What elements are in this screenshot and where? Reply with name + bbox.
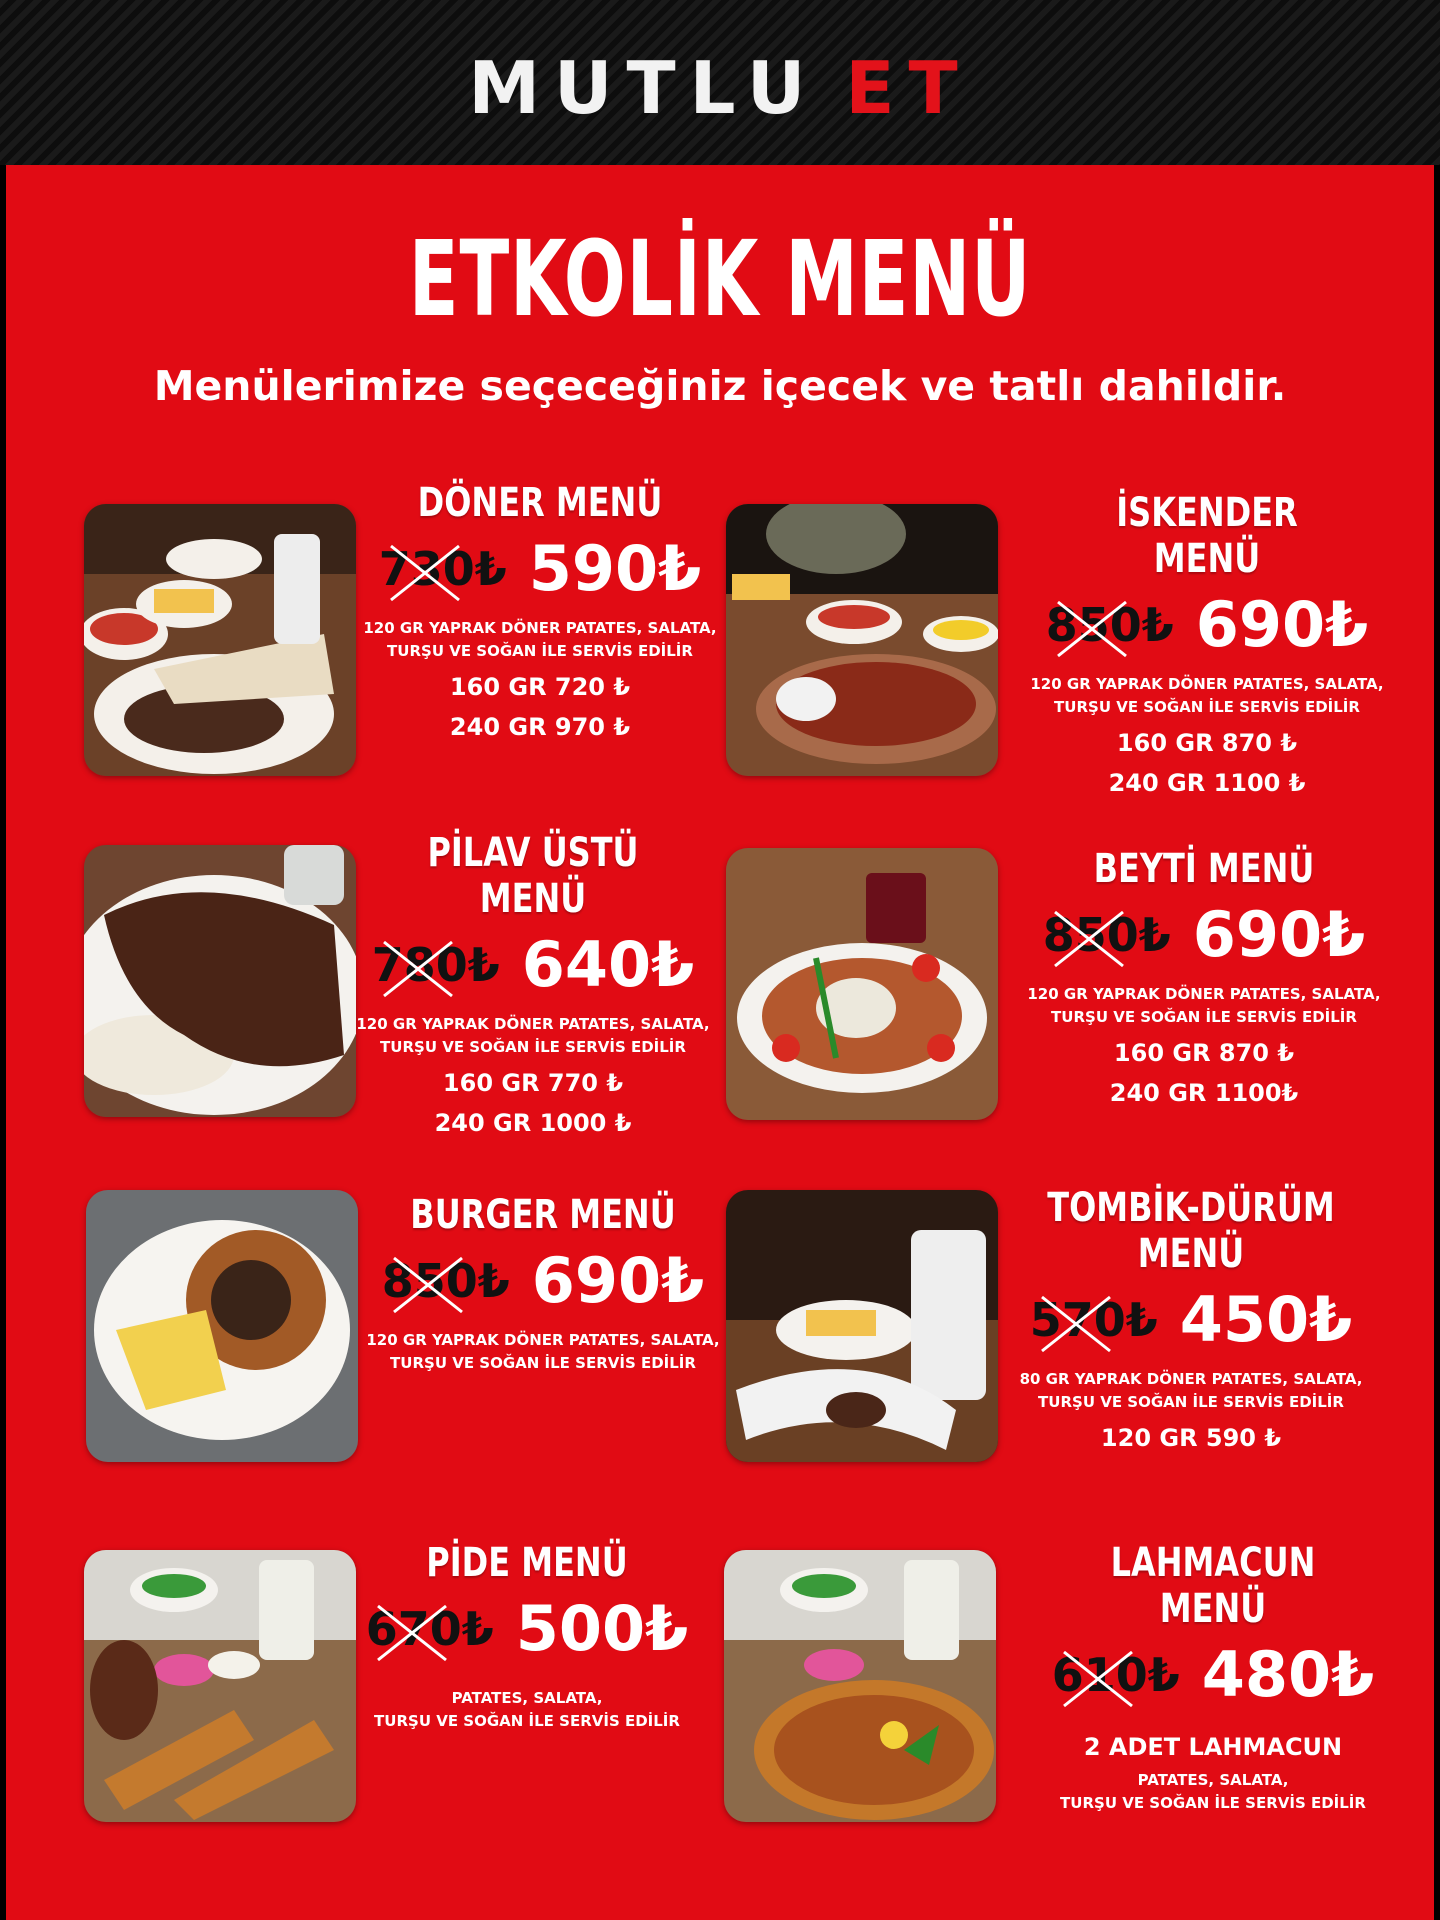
strike-icon [372,1600,452,1666]
desc-line: TURŞU VE SOĞAN İLE SERVİS EDİLİR [1038,1393,1344,1411]
menu-lead: 2 ADET LAHMACUN [1083,1733,1343,1761]
menu-desc [1011,1368,1371,1414]
desc-line: TURŞU VE SOĞAN İLE SERVİS EDİLİR [1051,1008,1357,1026]
desc-line: 120 GR YAPRAK DÖNER PATATES, SALATA, [363,619,717,637]
desc-line: 80 GR YAPRAK DÖNER PATATES, SALATA, [1019,1370,1363,1388]
menu-desc [363,1329,723,1375]
strike-icon [378,936,458,1002]
size-option: 240 GR 970 ₺ [449,713,631,741]
menu-desc [353,1013,713,1059]
menu-item-name: BEYTİ MENÜ [1093,846,1315,892]
old-price [1046,598,1174,652]
price-row [1027,588,1387,661]
desc-line: 120 GR YAPRAK DÖNER PATATES, SALATA, [1027,985,1381,1003]
lahmacun-photo [724,1550,996,1822]
old-price-value: 670₺ [365,1601,494,1656]
menu-item-name: TOMBİK-DÜRÜM [1047,1185,1335,1231]
menu-item-name: PİLAV ÜSTÜ MENÜ [427,830,639,922]
brand-logo [468,46,971,130]
price-row [347,1592,707,1665]
burger-photo [86,1190,358,1462]
old-price [379,542,507,596]
old-price [366,1602,494,1656]
desc-line: PATATES, SALATA, [451,1689,603,1707]
menu-item-name: İSKENDER MENÜ [1116,490,1298,582]
desc-line: TURŞU VE SOĞAN İLE SERVİS EDİLİR [387,642,693,660]
old-price [372,938,500,992]
menu-item-durum [1011,1185,1371,1458]
menu-item-name: BURGER MENÜ [410,1192,676,1238]
old-price-value: 850₺ [1045,597,1174,652]
desc-line: 120 GR YAPRAK DÖNER PATATES, SALATA, [356,1015,710,1033]
size-option: 240 GR 1100₺ [1109,1079,1299,1107]
old-price [1043,908,1171,962]
price-row [360,532,720,605]
new-price: 690₺ [531,1244,705,1317]
menu-item-doner [360,480,720,747]
page-subtitle: Menülerimize seçeceğiniz içecek ve tatlı dahildir. [153,362,1287,410]
new-price: 690₺ [1192,898,1366,971]
menu-item-lahmacun [1033,1540,1393,1815]
pilav-photo [84,845,356,1117]
menu-desc [1027,673,1387,719]
size-option: 160 GR 770 ₺ [442,1069,624,1097]
desc-line: TURŞU VE SOĞAN İLE SERVİS EDİLİR [1054,698,1360,716]
strike-icon [388,1252,468,1318]
menu-item-iskender [1027,490,1387,803]
menu-item-pide [347,1540,707,1733]
menu-item-name: LAHMACUN MENÜ [1110,1540,1316,1632]
desc-line: TURŞU VE SOĞAN İLE SERVİS EDİLİR [1060,1794,1366,1812]
new-price: 500₺ [515,1592,689,1665]
desc-line: 120 GR YAPRAK DÖNER PATATES, SALATA, [366,1331,720,1349]
new-price: 590₺ [528,532,702,605]
size-option: 240 GR 1000 ₺ [434,1109,632,1137]
menu-item-name: DÖNER MENÜ [417,480,663,526]
page-title: ETKOLİK MENÜ [408,218,1032,340]
menu-desc [360,617,720,663]
old-price [382,1254,510,1308]
menu-desc [1033,1769,1393,1815]
size-option: 160 GR 870 ₺ [1113,1039,1295,1067]
price-row [353,928,713,1001]
desc-line: TURŞU VE SOĞAN İLE SERVİS EDİLİR [374,1712,680,1730]
desc-line: TURŞU VE SOĞAN İLE SERVİS EDİLİR [390,1354,696,1372]
menu-item-burger [363,1192,723,1375]
iskender-photo [726,504,998,776]
price-row [1024,898,1384,971]
durum-photo [726,1190,998,1462]
strike-icon [385,540,465,606]
menu-item-name: PİDE MENÜ [426,1540,628,1586]
new-price: 480₺ [1201,1638,1375,1711]
menu-desc [347,1687,707,1733]
old-price-value: 850₺ [1042,907,1171,962]
new-price: 640₺ [521,928,695,1001]
price-row [1011,1283,1371,1356]
brand-name-accent: ET [845,45,972,130]
desc-line: 120 GR YAPRAK DÖNER PATATES, SALATA, [1030,675,1384,693]
old-price [1030,1293,1158,1347]
header-bar [0,0,1440,165]
menu-desc [1024,983,1384,1029]
size-option: 160 GR 870 ₺ [1116,729,1298,757]
menu-item-pilav [353,830,713,1143]
price-row [363,1244,723,1317]
beyti-photo [726,848,998,1120]
old-price [1052,1648,1180,1702]
brand-name-main: MUTLU [468,45,820,130]
old-price-value: 730₺ [378,541,507,596]
old-price-value: 570₺ [1029,1292,1158,1347]
size-option: 240 GR 1100 ₺ [1108,769,1306,797]
strike-icon [1036,1291,1116,1357]
old-price-value: 610₺ [1051,1647,1180,1702]
desc-line: PATATES, SALATA, [1137,1771,1289,1789]
strike-icon [1049,906,1129,972]
menu-item-name-line2: MENÜ [1137,1231,1245,1277]
new-price: 690₺ [1195,588,1369,661]
strike-icon [1058,1646,1138,1712]
desc-line: TURŞU VE SOĞAN İLE SERVİS EDİLİR [380,1038,686,1056]
size-option: 120 GR 590 ₺ [1100,1424,1282,1452]
price-row [1033,1638,1393,1711]
old-price-value: 850₺ [381,1253,510,1308]
size-option: 160 GR 720 ₺ [449,673,631,701]
doner-photo [84,504,356,776]
old-price-value: 780₺ [371,937,500,992]
strike-icon [1052,596,1132,662]
menu-item-beyti [1024,846,1384,1113]
new-price: 450₺ [1179,1283,1353,1356]
pide-photo [84,1550,356,1822]
